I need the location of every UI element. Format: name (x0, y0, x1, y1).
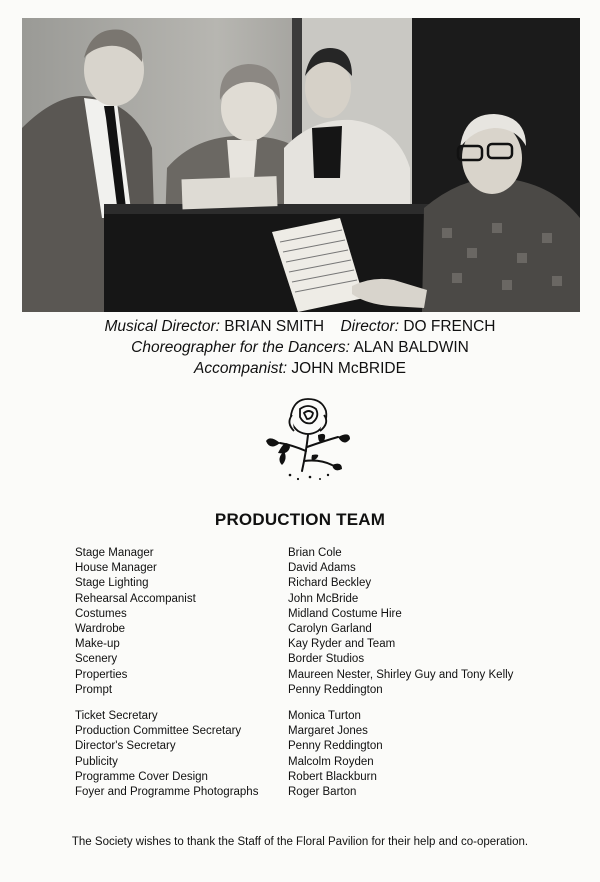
team-role: Costumes (75, 607, 127, 620)
team-role: Stage Manager (75, 547, 154, 559)
credit-name: BRIAN SMITH (224, 318, 325, 335)
team-row (75, 546, 595, 561)
team-row (75, 607, 595, 622)
team-member: John McBride (288, 592, 359, 605)
team-row (75, 668, 595, 683)
team-row (75, 652, 595, 667)
credit-name: ALAN BALDWIN (353, 339, 469, 356)
principal-credits (0, 316, 600, 379)
team-row (75, 592, 595, 607)
team-row (75, 637, 595, 652)
team-member: Penny Reddington (288, 683, 383, 696)
team-member: Carolyn Garland (288, 622, 372, 635)
team-row (75, 770, 595, 785)
team-role: Stage Lighting (75, 577, 149, 590)
team-role: Wardrobe (75, 622, 126, 635)
team-photograph (22, 18, 580, 312)
credits-line-1 (0, 316, 600, 337)
team-row (75, 739, 595, 754)
team-role: Programme Cover Design (75, 770, 208, 783)
team-row (75, 683, 595, 698)
team-row (75, 785, 595, 800)
credit-role: Musical Director: (104, 318, 220, 335)
administration-team-list (75, 709, 595, 800)
production-team-list (75, 546, 595, 698)
credit-name: DO FRENCH (403, 318, 496, 335)
team-member: Margaret Jones (288, 725, 368, 738)
team-member: Maureen Nester, Shirley Guy and Tony Kelly (288, 668, 514, 681)
team-role: Production Committee Secretary (75, 725, 242, 738)
team-role: Director's Secretary (75, 740, 176, 753)
team-member: Richard Beckley (288, 577, 372, 590)
team-member: Malcolm Royden (288, 755, 374, 768)
team-role: Properties (75, 668, 128, 681)
credit-role: Accompanist: (194, 360, 288, 377)
team-member: Monica Turton (288, 710, 361, 722)
team-member: Robert Blackburn (288, 770, 377, 783)
team-member: Roger Barton (288, 785, 357, 798)
team-row (75, 709, 595, 724)
credits-line-2 (0, 337, 600, 358)
credits-line-3 (0, 358, 600, 379)
team-member: Penny Reddington (288, 740, 383, 753)
team-member: Brian Cole (288, 547, 342, 559)
team-role: House Manager (75, 562, 157, 575)
rose-icon (262, 393, 354, 485)
acknowledgement-text: The Society wishes to thank the Staff of the Floral Pavilion for their help and co-operation. (71, 836, 529, 848)
team-role: Foyer and Programme Photographs (75, 785, 259, 798)
team-role: Scenery (75, 653, 118, 666)
team-row (75, 622, 595, 637)
team-member: Kay Ryder and Team (288, 638, 396, 651)
team-role: Publicity (75, 755, 118, 768)
team-role: Rehearsal Accompanist (75, 592, 196, 605)
team-member: Border Studios (288, 653, 365, 666)
credit-role: Choreographer for the Dancers: (131, 339, 350, 356)
team-role: Make-up (75, 638, 120, 651)
production-team-heading: PRODUCTION TEAM (214, 510, 386, 529)
team-role: Ticket Secretary (75, 710, 158, 722)
team-member: Midland Costume Hire (288, 607, 402, 620)
team-row (75, 724, 595, 739)
credit-role: Director: (340, 318, 400, 335)
credit-name: JOHN McBRIDE (291, 360, 406, 377)
team-row (75, 561, 595, 576)
team-role: Prompt (75, 683, 113, 696)
team-member: David Adams (288, 562, 356, 575)
team-row (75, 576, 595, 591)
team-row (75, 755, 595, 770)
